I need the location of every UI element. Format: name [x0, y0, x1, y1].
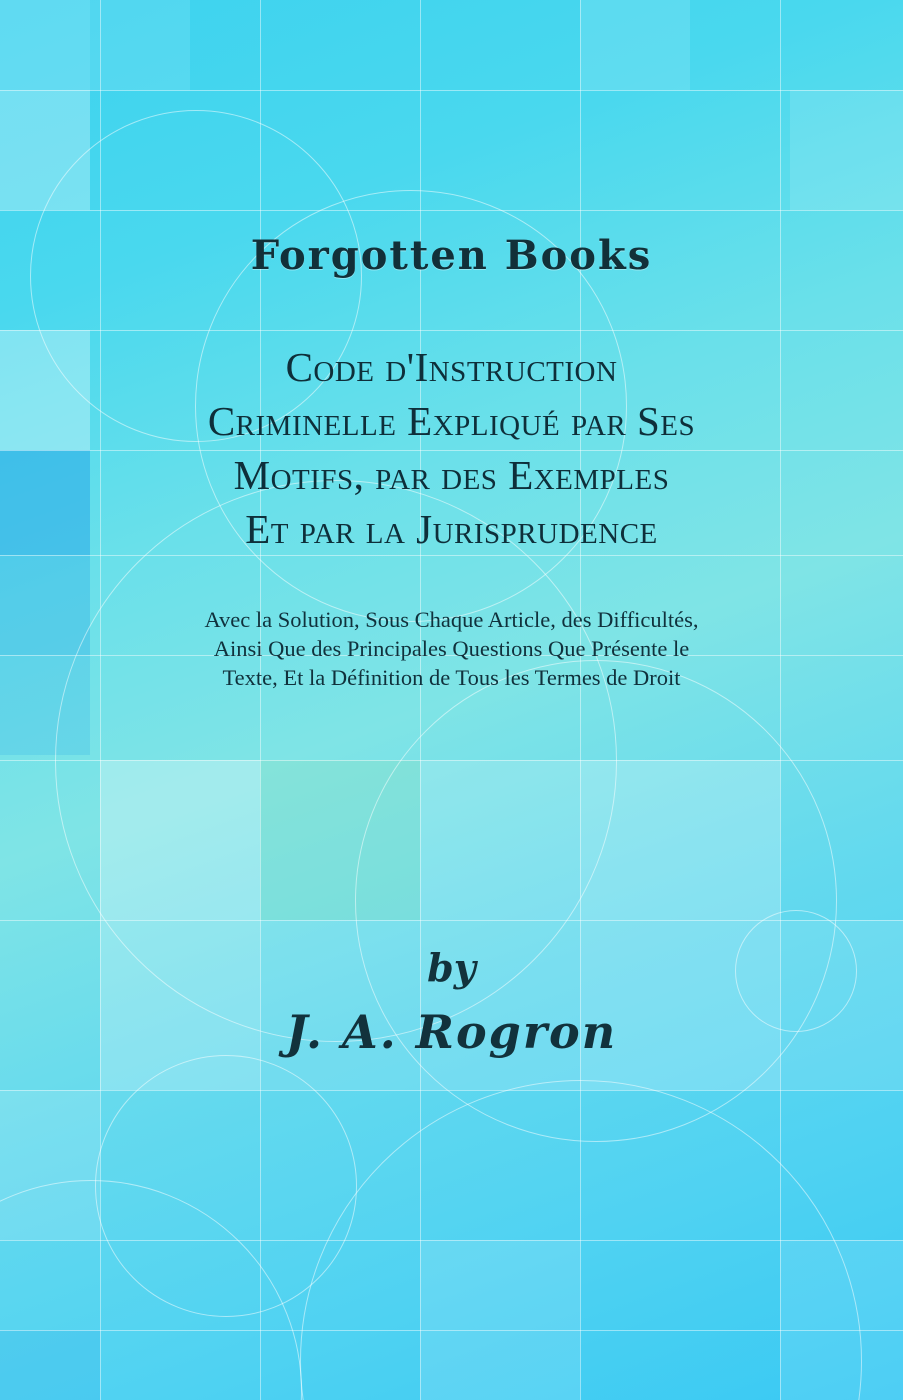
title-line: Motifs, par des Exemples — [233, 452, 670, 498]
grid-line-horizontal — [0, 920, 903, 921]
decorative-circle — [300, 1080, 862, 1400]
author-name: J. A. Rogron — [285, 1005, 618, 1059]
mosaic-square — [0, 655, 90, 755]
page-title — [58, 340, 845, 556]
subtitle-line: Ainsi Que des Principales Questions Que Présente le — [213, 636, 690, 661]
subtitle-line: Texte, Et la Définition de Tous les Termes de Droit — [222, 665, 681, 690]
grid-line-horizontal — [0, 1330, 903, 1331]
grid-line-vertical — [100, 0, 101, 1400]
grid-line-horizontal — [0, 1090, 903, 1091]
subtitle-line: Avec la Solution, Sous Chaque Article, des Difficultés, — [204, 607, 699, 632]
mosaic-square — [0, 555, 90, 655]
mosaic-square — [580, 0, 690, 90]
mosaic-square — [0, 1330, 100, 1400]
mosaic-square — [420, 1240, 580, 1400]
title-line: Et par la Jurisprudence — [245, 506, 658, 552]
mosaic-square — [90, 0, 190, 90]
subtitle — [90, 605, 813, 692]
mosaic-square — [0, 0, 90, 90]
mosaic-square — [260, 760, 420, 920]
grid-line-horizontal — [0, 90, 903, 91]
decorative-circle — [95, 1055, 357, 1317]
grid-line-horizontal — [0, 330, 903, 331]
mosaic-square — [0, 1090, 100, 1240]
decorative-circle — [0, 1180, 302, 1400]
grid-line-vertical — [580, 0, 581, 1400]
grid-line-horizontal — [0, 210, 903, 211]
mosaic-square — [0, 90, 90, 210]
mosaic-square — [420, 760, 580, 920]
title-line: Criminelle Expliqué par Ses — [207, 398, 696, 444]
grid-line-horizontal — [0, 760, 903, 761]
grid-line-vertical — [780, 0, 781, 1400]
mosaic-square — [780, 1240, 903, 1400]
mosaic-square — [100, 760, 260, 920]
publisher-brand: Forgotten Books — [250, 232, 653, 279]
mosaic-square — [790, 90, 903, 210]
mosaic-square — [580, 760, 780, 920]
by-word: by — [427, 945, 476, 990]
decorative-circle — [355, 660, 837, 1142]
grid-line-vertical — [260, 0, 261, 1400]
grid-line-horizontal — [0, 1240, 903, 1241]
title-line: Code d'Instruction — [285, 344, 618, 390]
grid-line-vertical — [420, 0, 421, 1400]
